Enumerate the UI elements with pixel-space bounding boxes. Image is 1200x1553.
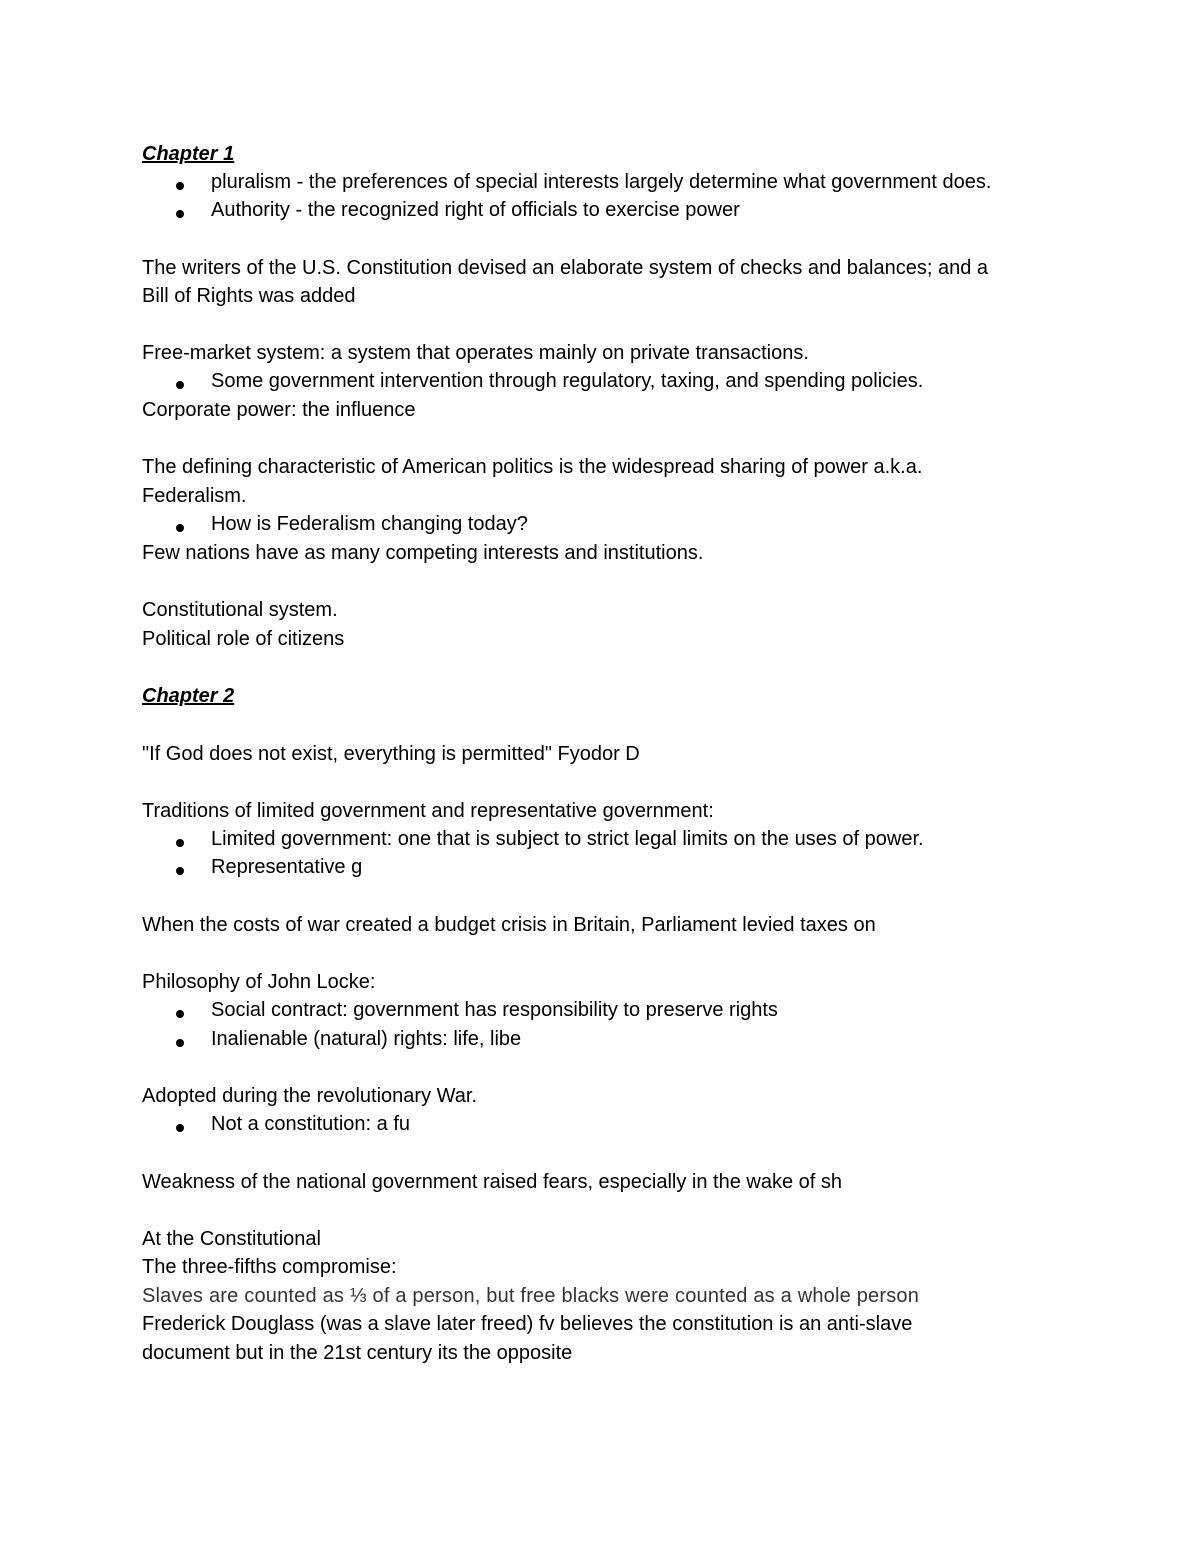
- paragraph-three-fifths: The three-fifths compromise:: [142, 1256, 397, 1278]
- paragraph-corporate-power: Corporate power: the influence: [142, 399, 416, 421]
- bullet-item-social-contract: Social contract: government has responsibility to preserve rights: [211, 999, 778, 1021]
- paragraph-locke: Philosophy of John Locke:: [142, 971, 376, 993]
- paragraph-defining-cont: Federalism.: [142, 485, 247, 507]
- bullet-dot: [176, 381, 184, 389]
- paragraph-writers-cont: Bill of Rights was added: [142, 285, 356, 307]
- bullet-item-inalienable: Inalienable (natural) rights: life, libe: [211, 1028, 522, 1050]
- bullet-dot: [176, 524, 184, 532]
- chapter-2-heading: Chapter 2: [142, 685, 235, 707]
- bullet-item-not-constitution: Not a constitution: a fu: [211, 1113, 411, 1135]
- paragraph-traditions: Traditions of limited government and representative government:: [142, 800, 714, 822]
- paragraph-political-role: Political role of citizens: [142, 628, 345, 650]
- bullet-dot: [176, 182, 184, 190]
- bullet-dot: [176, 1039, 184, 1047]
- paragraph-quote: "If God does not exist, everything is permitted" Fyodor D: [142, 743, 640, 765]
- bullet-dot: [176, 210, 184, 218]
- paragraph-at-constitutional: At the Constitutional: [142, 1228, 321, 1250]
- paragraph-weakness: Weakness of the national government raised fears, especially in the wake of sh: [142, 1171, 843, 1193]
- paragraph-slaves: Slaves are counted as ⅓ of a person, but free blacks were counted as a whole person: [142, 1285, 920, 1307]
- paragraph-douglass: Frederick Douglass (was a slave later freed) fv believes the constitution is an anti-slave: [142, 1313, 913, 1335]
- paragraph-defining: The defining characteristic of American politics is the widespread sharing of power a.k.a.: [142, 456, 923, 478]
- bullet-dot: [176, 867, 184, 875]
- bullet-item-pluralism: pluralism - the preferences of special interests largely determine what government does.: [211, 171, 992, 193]
- bullet-item-representative: Representative g: [211, 856, 363, 878]
- paragraph-douglass-cont: document but in the 21st century its the opposite: [142, 1342, 573, 1364]
- paragraph-free-market: Free-market system: a system that operates mainly on private transactions.: [142, 342, 809, 364]
- paragraph-writers: The writers of the U.S. Constitution devised an elaborate system of checks and balances; and a: [142, 257, 989, 279]
- bullet-dot: [176, 1124, 184, 1132]
- bullet-item-limited-government: Limited government: one that is subject to strict legal limits on the uses of power.: [211, 828, 924, 850]
- bullet-item-federalism: How is Federalism changing today?: [211, 513, 528, 535]
- paragraph-constitutional-system: Constitutional system.: [142, 599, 338, 621]
- bullet-item-intervention: Some government intervention through regulatory, taxing, and spending policies.: [211, 370, 924, 392]
- bullet-item-authority: Authority - the recognized right of officials to exercise power: [211, 199, 740, 221]
- chapter-1-heading: Chapter 1: [142, 143, 235, 165]
- paragraph-few-nations: Few nations have as many competing interests and institutions.: [142, 542, 704, 564]
- paragraph-adopted: Adopted during the revolutionary War.: [142, 1085, 478, 1107]
- bullet-dot: [176, 839, 184, 847]
- paragraph-war-costs: When the costs of war created a budget crisis in Britain, Parliament levied taxes on: [142, 914, 876, 936]
- bullet-dot: [176, 1010, 184, 1018]
